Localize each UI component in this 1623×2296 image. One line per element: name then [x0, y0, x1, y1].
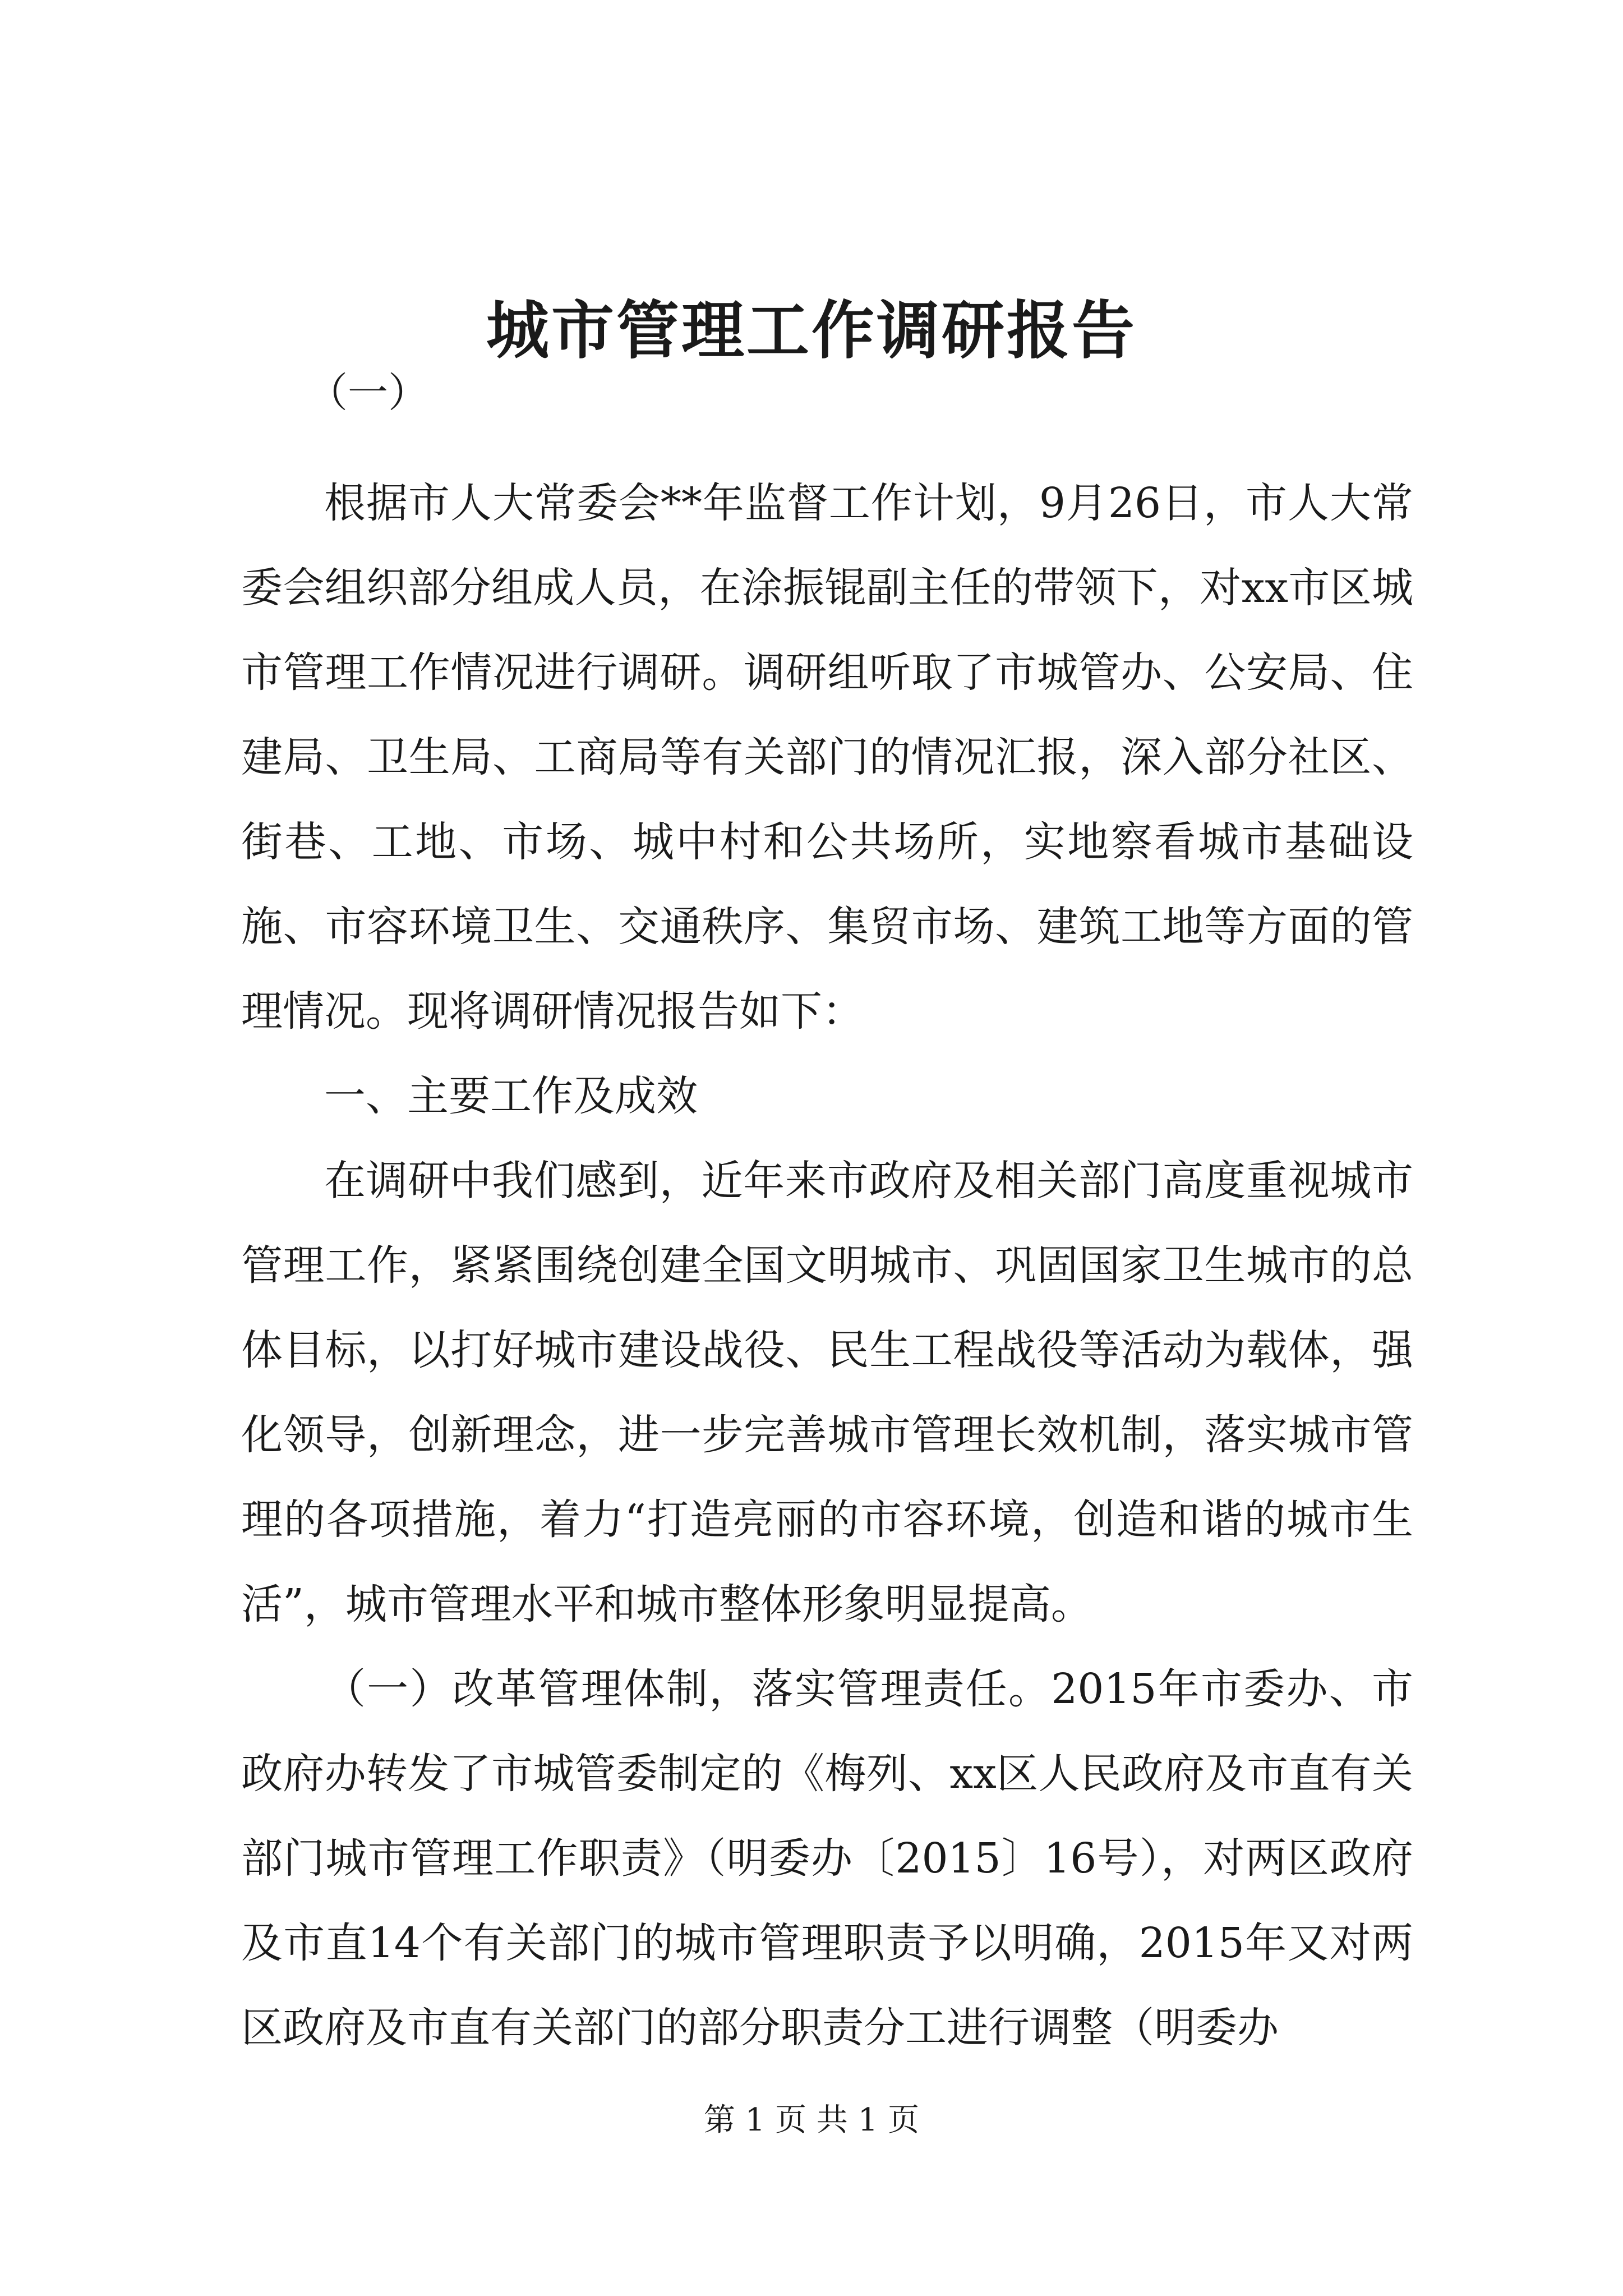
- document-subtitle: （一）: [307, 369, 429, 416]
- page-footer: 第 1 页 共 1 页: [703, 2102, 920, 2138]
- document-title: 城市管理工作调研报告: [486, 294, 1137, 367]
- paragraph: （一）改革管理体制，落实管理责任。2015年市委办、市政府办转发了市城管委制定的《梅列、xx区人民政府及市直有关部门城市管理工作职责》（明委办〔2015〕16号），对两区政府及市直14个有关部门的城市管理职责予以明确，2015年又对两区政府及市直有关部门的部分职责分工进行调整（明委办: [241, 1665, 1413, 2052]
- section-heading: 一、主要工作及成效: [324, 1072, 698, 1120]
- paragraph: 在调研中我们感到，近年来市政府及相关部门高度重视城市管理工作，紧紧围绕创建全国文明城市、巩固国家卫生城市的总体目标，以打好城市建设战役、民生工程战役等活动为载体，强化领导，创新理念，进一步完善城市管理长效机制，落实城市管理的各项措施，着力“打造亮丽的市容环境，创造和谐的城市生活”，城市管理水平和城市整体形象明显提高。: [241, 1157, 1413, 1628]
- paragraph: 根据市人大常委会**年监督工作计划，9月26日，市人大常委会组织部分组成人员，在涂振锟副主任的带领下，对xx市区城市管理工作情况进行调研。调研组听取了市城管办、公安局、住建局、卫生局、工商局等有关部门的情况汇报，深入部分社区、街巷、工地、市场、城中村和公共场所，实地察看城市基础设施、市容环境卫生、交通秩序、集贸市场、建筑工地等方面的管理情况。现将调研情况报告如下：: [241, 479, 1413, 1036]
- document-body: [241, 461, 1413, 2070]
